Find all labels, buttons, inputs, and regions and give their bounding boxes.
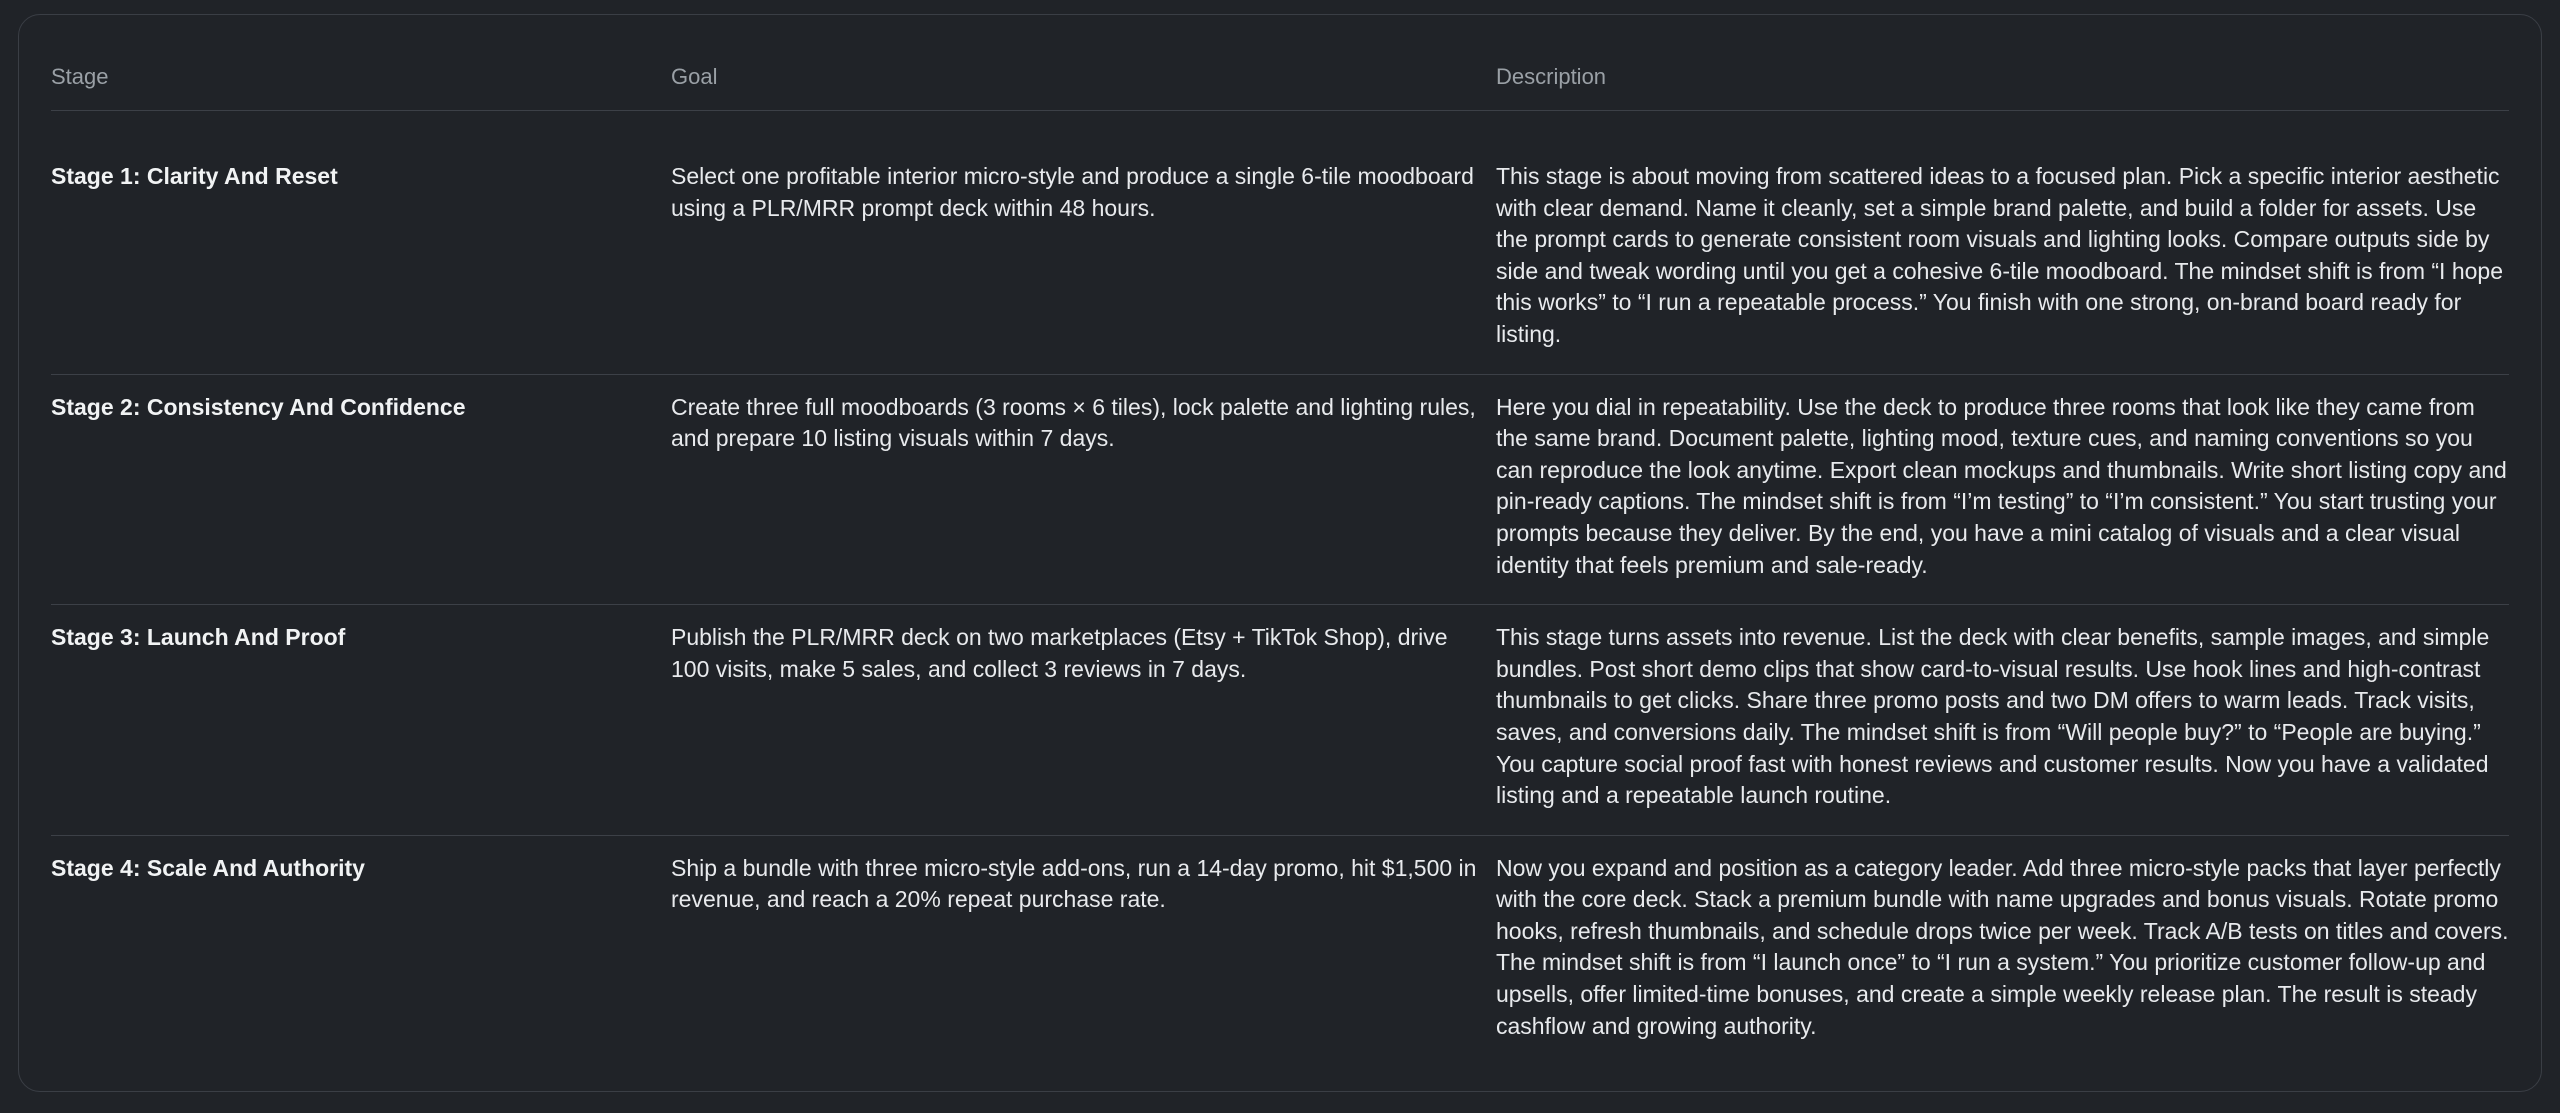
stage-cell: Stage 2: Consistency And Confidence xyxy=(51,374,671,605)
goal-cell: Ship a bundle with three micro-style add-ons, run a 14-day promo, hit $1,500 in revenue, and reach a 20% repeat purchase rate. xyxy=(671,854,1477,913)
stage-cell: Stage 4: Scale And Authority xyxy=(51,854,365,881)
table-row xyxy=(51,835,2509,1091)
description-cell: This stage turns assets into revenue. List the deck with clear benefits, sample images, and simple bundles. Post short demo clips that show card-to-visual results. Use hook lines and high-contrast thumbnails to get clicks. Share three promo posts and two DM offers to warm leads. Track visits, saves, and conversions daily. The mindset shift is from “Will people buy?” to “People are buying.” You capture social proof fast with honest reviews and customer results. Now you have a validated listing and a repeatable launch routine. xyxy=(1496,605,2509,836)
table-row xyxy=(51,111,2509,375)
description-cell: Now you expand and position as a category leader. Add three micro-style packs that layer perfectly with the core deck. Stack a premium bundle with name upgrades and bonus visuals. Rotate promo hooks, refresh thumbnails, and schedule drops twice per week. Track A/B tests on titles and covers. The mindset shift is from “I launch once” to “I run a system.” You prioritize customer follow-up and upsells, offer limited-time bonuses, and create a simple weekly release plan. The result is steady cashflow and growing authority. xyxy=(1496,854,2509,1039)
description-cell: Here you dial in repeatability. Use the deck to produce three rooms that look like they came from the same brand. Document palette, lighting mood, texture cues, and naming conventions so you can reproduce the look anytime. Export clean mockups and thumbnails. Write short listing copy and pin-ready captions. The mindset shift is from “I’m testing” to “I’m consistent.” You start trusting your prompts because they deliver. By the end, you have a mini catalog of visuals and a clear visual identity that feels premium and sale-ready. xyxy=(1496,374,2509,605)
table-body xyxy=(51,111,2509,1092)
column-header-description[interactable]: Description xyxy=(1496,43,2509,111)
stage-cell: Stage 3: Launch And Proof xyxy=(51,605,671,836)
header-row xyxy=(51,43,2509,111)
stages-table xyxy=(51,43,2509,1091)
stages-table-card xyxy=(18,14,2542,1092)
description-cell: This stage is about moving from scattered ideas to a focused plan. Pick a specific interior aesthetic with clear demand. Name it cleanly, set a simple brand palette, and build a folder for assets. Use the prompt cards to generate consistent room visuals and lighting looks. Compare outputs side by side and tweak wording until you get a cohesive 6-tile moodboard. The mindset shift is from “I hope this works” to “I run a repeatable process.” You finish with one strong, on-brand board ready for listing. xyxy=(1496,111,2509,375)
goal-cell: Select one profitable interior micro-style and produce a single 6-tile moodboard using a PLR/MRR prompt deck within 48 hours. xyxy=(671,111,1496,375)
column-header-stage[interactable]: Stage xyxy=(51,43,671,111)
goal-cell: Publish the PLR/MRR deck on two marketplaces (Etsy + TikTok Shop), drive 100 visits, make 5 sales, and collect 3 reviews in 7 days. xyxy=(671,605,1496,836)
table-row xyxy=(51,605,2509,836)
goal-cell: Create three full moodboards (3 rooms × 6 tiles), lock palette and lighting rules, and prepare 10 listing visuals within 7 days. xyxy=(671,374,1496,605)
column-header-goal[interactable]: Goal xyxy=(671,43,1496,111)
stage-cell: Stage 1: Clarity And Reset xyxy=(51,111,671,375)
table-row xyxy=(51,374,2509,605)
table-header xyxy=(51,43,2509,111)
